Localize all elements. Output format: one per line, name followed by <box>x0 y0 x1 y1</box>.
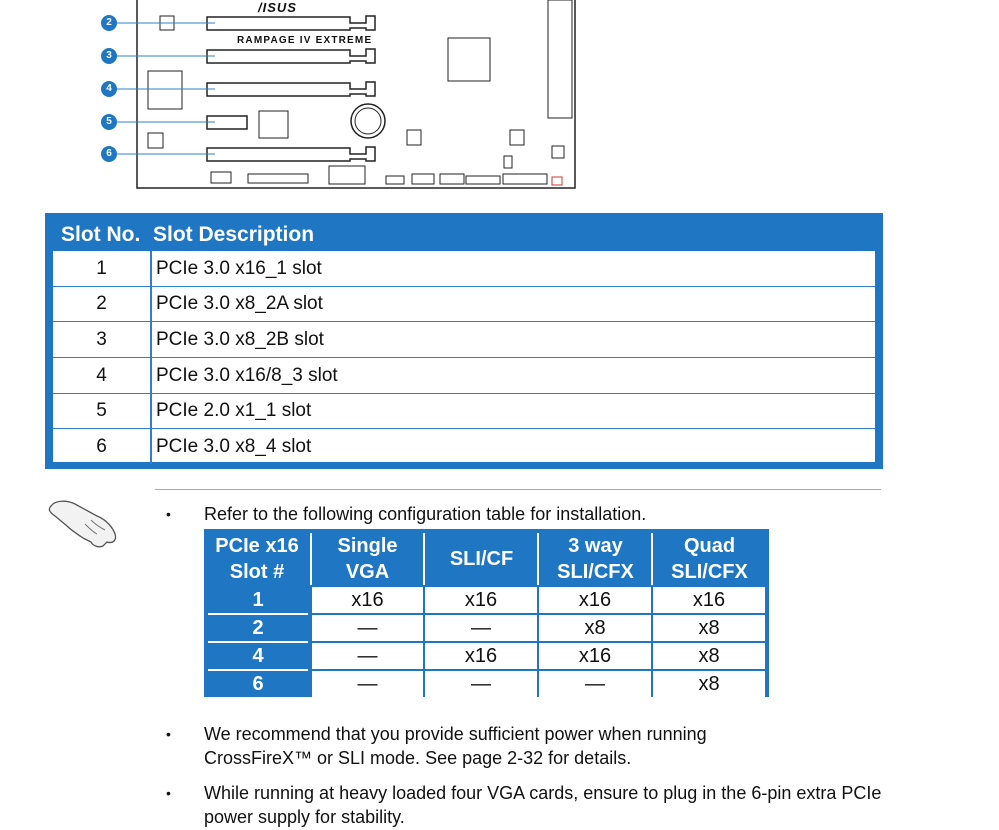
cfg-header-single-vga: Single VGA <box>337 535 398 583</box>
cfg-cell: — <box>425 671 537 697</box>
slot-table-body <box>53 251 875 462</box>
callout-slot-3: 3 <box>101 48 117 64</box>
callout-slot-6: 6 <box>101 146 117 162</box>
bullet-2: • <box>166 726 171 742</box>
cmos-battery <box>351 104 385 138</box>
slot-number: 5 <box>96 400 107 421</box>
cfg-cell: x16 <box>539 587 651 613</box>
cfg-cell: x16 <box>425 587 537 613</box>
cfg-slot-label: 2 <box>252 617 264 639</box>
bullet-1: • <box>166 506 171 522</box>
table-row <box>53 358 875 394</box>
cfg-cell: x16 <box>539 643 651 669</box>
callout-slot-4: 4 <box>101 81 117 97</box>
note-intro: Refer to the following configuration table for installation. <box>204 504 647 524</box>
slot-3 <box>207 49 375 63</box>
slot-number: 1 <box>96 258 107 279</box>
cfg-cell: x8 <box>653 643 765 669</box>
cfg-cell: — <box>539 671 651 697</box>
cmos-battery-inner <box>355 108 381 134</box>
chip-a <box>148 71 182 109</box>
bottom-headers <box>211 166 562 185</box>
cfg-header-3way: 3 way SLI/CFX <box>557 535 634 583</box>
cfg-slot-label: 4 <box>252 645 264 667</box>
slot-number: 6 <box>96 436 107 457</box>
cfg-cell: x16 <box>312 587 423 613</box>
header-slot-description: Slot Description <box>153 223 315 246</box>
cfg-cell: — <box>312 615 423 641</box>
cfg-cell: x16 <box>425 643 537 669</box>
board-model-label: RAMPAGE IV EXTREME <box>237 35 373 46</box>
slot-number: 3 <box>96 329 107 350</box>
slot-number: 4 <box>96 365 107 386</box>
jumper <box>504 156 512 168</box>
note-power: We recommend that you provide sufficient power when running CrossFireX™ or SLI mode. See page 2-32 for details. <box>204 724 707 768</box>
slot-table <box>45 213 883 469</box>
table-row <box>53 429 875 464</box>
chip-e <box>510 130 524 145</box>
slot-number: 2 <box>96 293 107 314</box>
table-row <box>53 322 875 358</box>
brand-logo: /ISUS <box>258 0 297 15</box>
cfg-slot-label: 1 <box>252 589 264 611</box>
slot-description: PCIe 3.0 x8_2B slot <box>156 329 324 350</box>
slot-6 <box>207 147 375 161</box>
callout-slot-5: 5 <box>101 114 117 130</box>
table-row <box>53 251 875 287</box>
cfg-cell: — <box>312 671 423 697</box>
chip-d <box>407 130 421 145</box>
slot-description: PCIe 3.0 x8_2A slot <box>156 293 323 314</box>
cfg-header-slot: PCIe x16 Slot # <box>215 535 299 583</box>
slot-description: PCIe 3.0 x8_4 slot <box>156 436 312 457</box>
chip-c <box>259 111 288 138</box>
cfg-cell: — <box>425 615 537 641</box>
cfg-cell: x8 <box>539 615 651 641</box>
cfg-header-quad: Quad SLI/CFX <box>671 535 748 583</box>
cfg-cell: x8 <box>653 615 765 641</box>
io-block <box>548 0 572 118</box>
bullet-3: • <box>166 785 171 801</box>
configuration-table <box>204 529 769 697</box>
slot-description: PCIe 3.0 x16_1 slot <box>156 258 322 279</box>
header-slot-no: Slot No. <box>61 223 141 246</box>
cfg-cell: — <box>312 643 423 669</box>
board-layout <box>0 0 999 200</box>
note-six-pin: While running at heavy loaded four VGA cards, ensure to plug in the 6-pin extra PCIe power supply for stability. <box>204 783 882 827</box>
cfg-cell: x8 <box>653 671 765 697</box>
cfg-slot-label: 6 <box>252 673 264 695</box>
chip-b <box>148 133 163 148</box>
slot-description: PCIe 3.0 x16/8_3 slot <box>156 365 338 386</box>
slot-table-header <box>45 213 883 253</box>
table-row <box>53 393 875 429</box>
note-divider <box>155 489 881 490</box>
pointing-hand-icon <box>45 494 120 549</box>
callout-slot-2: 2 <box>101 15 117 31</box>
table-row <box>53 286 875 322</box>
slot-4 <box>207 82 375 96</box>
chipset <box>448 38 490 81</box>
cfg-header-sli-cf: SLI/CF <box>449 548 514 570</box>
motherboard-diagram <box>0 0 999 200</box>
slot-2 <box>207 16 375 30</box>
cfg-cell: x16 <box>653 587 765 613</box>
slot-description: PCIe 2.0 x1_1 slot <box>156 400 312 421</box>
chip-f <box>552 146 564 158</box>
